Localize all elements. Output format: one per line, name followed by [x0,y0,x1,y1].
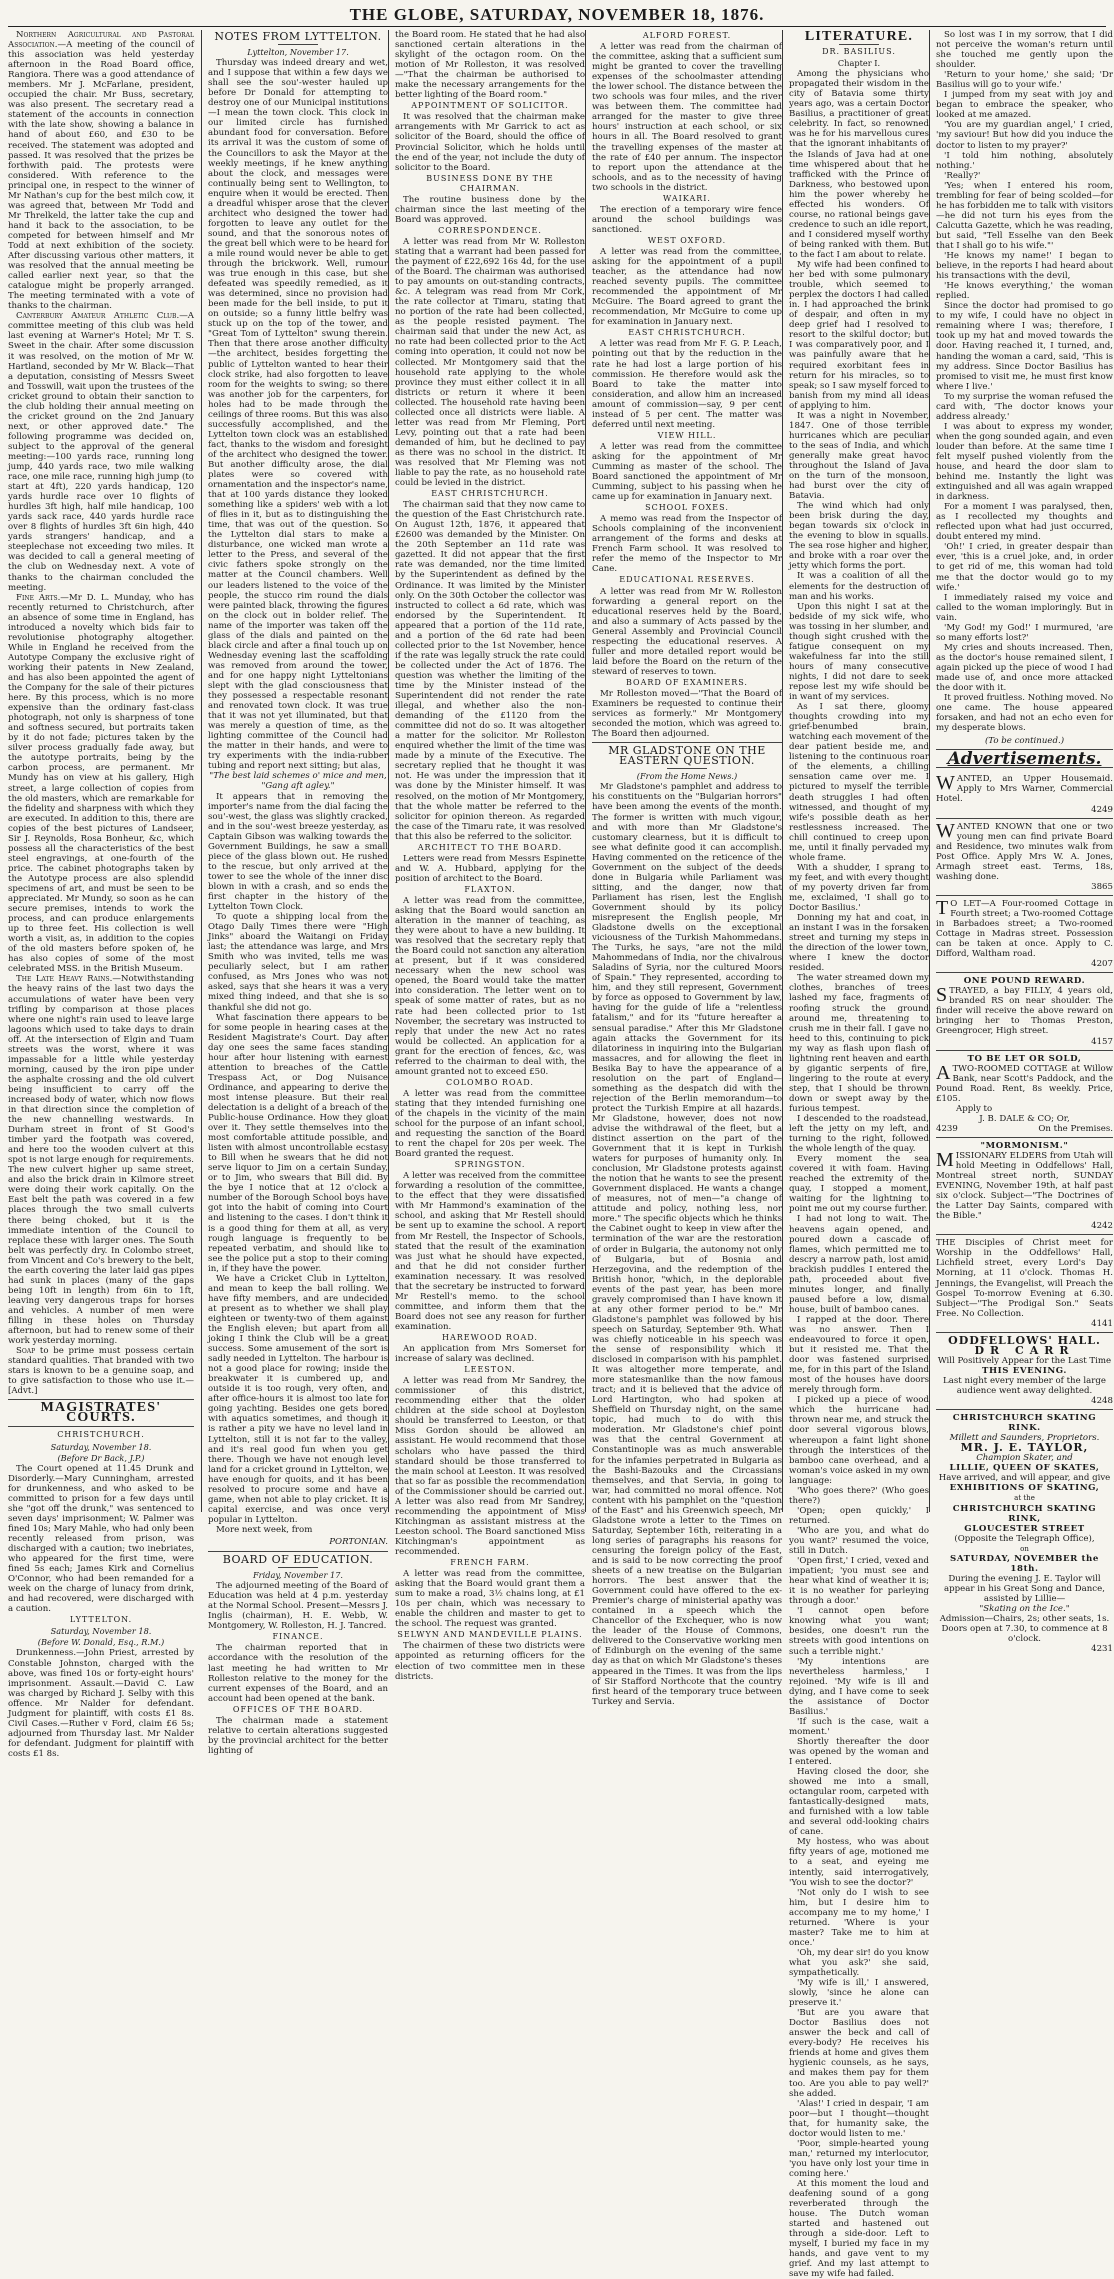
east-christchurch-body: The chairman said that they now came to the question of the East Christchurch rate. On August 12th, 1876, it appeared that £2600 was demanded by the Minister. On the 20th September an 11d rate was gazetted. It did not appear that the first rate was demanded, nor the time limited by the Superintendent as defined by the Ordinance. It was limited by the Minister only. On the 30th October the collector was instructed to collect a 6d rate, which was endorsed by the Superintendent. It appeared that a portion of the 11d rate, and a portion of the 6d rate had been collected prior to the 1st November, hence if the rate was legally struck the rate could be collected under the Act of 1876. The question was whether the limiting of the time by the Minister instead of the Superintendent did not render the rate illegal, and whether also the non-demanding of the £1120 from the committee did not do so. It was altogether a matter for the solicitor. Mr Rolleston enquired whether the limit of the time was made by a minute of the Executive. The secretary replied that he thought it was not. He was under the impression that it was done by the Minister himself. It was resolved, on the motion of Mr Montgomery, that the whole matter be referred to the solicitor for opinion thereon. As regarded the case of the Timaru rate, it was resolved that this also be referred to the solicitor. [395,500,585,842]
story-paragraph: I descended to the roadstead, left the jetty on my left, and turning to the right, followed the whole length of the quay. [789,1114,929,1155]
page-columns [8,29,1113,2279]
story-paragraph: 'My God! my God!' I murmured, 'are so many efforts lost?' [936,622,1113,643]
story-paragraph: 'If such is the case, wait a moment.' [789,1716,929,1737]
story-paragraph: The wind which had only been brisk during the day, began towards six o'clock in the evening to blow in squalls. The sea rose higher and higher, and broke with a roar over the jetty which forms the port. [789,501,929,572]
ad-reward [936,973,1113,1050]
ad-oddfellows-number: 4248 [1091,1396,1113,1407]
gladstone-source: (From the Home News.) [636,771,738,782]
story-paragraph: Having closed the door, she showed me into a small, octangular room, carpeted with fantastically-designed mats, and furnished with a low table and several odd-looking chairs of cane. [789,1767,929,1838]
west-oxford-body: A letter was read from the committee, asking for the appointment of a pupil teacher, as the attendance had now reached seventy pupils. The committee recommended the appointment of Mr McGuire. The Board agreed to grant the recommendation, Mr McGuire to come up for examination in January next. [592,246,782,328]
ad-skating-star: MR. J. E. TAYLOR, [960,1441,1089,1455]
column-5 [782,29,935,2279]
ad-skating-venue: CHRISTCHURCH SKATING RINK, [952,1503,1097,1524]
column-3 [388,30,591,1682]
story-paragraph: 'He knows everything,' the woman replied. [936,281,1113,302]
story-paragraph: Shortly thereafter the door was opened by the woman and I entered. [789,1736,929,1768]
solicitor-body: It was resolved that the chairman make arrangements with Mr Garrick to act as solicitor of the Board, should the office of Provincial Solicitor, which he holds until the end of the year, not include the duty of solicitor to the Board. [395,112,585,173]
ad-cottage-sale-text: TWO-ROOMED COTTAGE at Willow Bank, near Scott's Paddock, and the Pound Road. Rent, 8s weekly. Price, £105. [936,1063,1113,1104]
ad-skating-exhib: EXHIBITIONS OF SKATING, [949,1483,1100,1494]
french-farm-body: A letter was read from the committee, asking that the Board would grant them a sum to make a road, 3½ chains long, at £1 10s per chain, which was necessary to enable the children and master to get to the school. The request was granted. [395,1569,585,1630]
story-paragraph: So lost was I in my sorrow, that I did not perceive the woman's return until she touched me gently upon the shoulder. [936,30,1113,71]
east-christchurch-2-subheading: EAST CHRISTCHURCH. [628,328,746,338]
column-6 [929,30,1113,1655]
story-paragraph: Donning my hat and coat, in an instant I was in the forsaken street and turning my steps in the direction of the lower town, where I knew the doctor resided. [789,913,929,974]
flaxton-body: A letter was read from the committee, asking that the Board would sanction an alteration in the manner of teaching, as they were about to have a new building. It was resolved that the secretary reply that the Board could not sanction any alteration at present, but if it was considered necessary when the new school was opened, the Board would take the matter into consideration. The letter went on to speak of some matter of rates, but as no rate had been collected prior to 1st November, the secretary was instructed to reply that under the new Act no rates would be collected. An application for a grant for the erection of fences, &c, was referred to the chairman to deal with, the amount granted not to exceed £50. [395,895,585,1077]
ad-skating-opp: (Opposite the Telegraph Office), [954,1533,1095,1544]
leeston-body: A letter was read from Mr Sandrey, the commissioner of this district, recommending either that the older children at the side school at Doyleston should be transferred to Leeston, or that Miss Gordon should be allowed an assistant. He would recommend that those scholars who have passed the third standard should be those transferred to the main school at Leeston. It was resolved that so far as possible the recommendation of the Commissioner should be carried out. A letter was also read from Mr Sandrey, recommending the appointment of Miss Kitchingman as assistant mistress at the Leeston school. The Board sanctioned Miss Kitchingman's appointment as recommended. [395,1376,585,1557]
correspondence-subheading: CORRESPONDENCE. [438,225,542,235]
gladstone-body: Mr Gladstone's pamphlet and address to his constituents on the "Bulgarian horrors" have been among the events of the month. The former is written with much vigour, and with more than Mr Gladstone's customary clearness, but it is difficult to see what definite good it can accomplish. Having commented on the reticence of the Government on the subject of the deeds done in Bulgaria while Parliament was sitting, and the danger, now that Parliament has risen, lest the English Government should by its policy misrepresent the English people, Mr Gladstone dwells on the exceptional viciousness of the Turkish Mahommedans. The Turks, he says, "are not the mild Mahommedans of India, nor the chivalrous Saladins of Syria, nor the cultured Moors of Spain." They represented, according to him, and they still represent, Government by force as opposed to Government by law, having for the guide of life a "relentless fatalism," and for its "future hereafter a sensual paradise." After this Mr Gladstone again attacks the Government for its dilatoriness in inquiring into the Bulgarian massacres, and for allowing the fleet in Besika Bay to have the appearance of a resolution on the part of England—something as the despatch did with the rejection of the Berlin memorandum—to protect the Turkish Empire at all hazards. Mr Gladstone, however, does not now advise the withdrawal of the fleet, but a distinct assertion on the part of the Government that it is kept in Turkish waters for purposes of humanity only. In conclusion, Mr Gladstone protests against the notion that he wants to see the present Government displaced. He wants a change of measures, not of men—"a change of attitude and policy, nothing less, nor more." The specific objects which he thinks the Cabinet ought to keep in view after the termination of the war are the restoration of order in Bulgaria, the autonomy not only of Bulgaria, but of Bosnia and Herzegovina, and the redemption of the British honor, "which, in the deplorable events of the past year, has been more gravely compromised than I have known it at any other former period to be." Mr Gladstone's pamphlet was followed by his speech on Saturday, September 9th. What was chiefly noticeable in his speech was the sense of responsibility which it disclosed in comparison with his pamphlet. It was altogether more temperate, and more statesmanlike than the now famous tract; and it is believed that the advice of Lord Hartington, who had spoken at Sheffield on Thursday night, on the same topic, had much to do with this moderation. Mr Gladstone's chief point was that the central Government at Constantinople was as much answerable for the infamies perpetrated in Bulgaria as the Bashi-Bazouks and the Circassians themselves, and that Servia, in going to war, had committed no moral offence. Not content with his pamphlet on the "question of the East" and his Greenwich speech, Mr Gladstone wrote a letter to the Times on Saturday, September 16th, reiterating in a long series of paragraphs his reasons for censuring the foreign policy of the East, and is said to be now correcting the proof sheets of a new treatise on the Bulgarian horrors. The best answer that the Government could have offered to the ex-Premier's charge of ministerial apathy was contained in a speech which the Chancellor of the Exchequer, who is now the leader of the House of Commons, delivered to the Conservative working men of Edinburgh on the evening of the same day as that on which Mr Gladstone's theses appeared in the Times. It was from the lips of Sir Stafford Northcote that the country first heard of the temporary truce between Turkey and Servia. [592,782,782,1707]
masthead: THE GLOBE, SATURDAY, NOVEMBER 18, 1876. [8,4,1106,27]
ad-oddfellows [936,1333,1113,1410]
ad-disciples [936,1235,1113,1332]
ad-housemaid-number: 4249 [1091,804,1113,815]
story-paragraph: 'Open; open quickly,' I returned. [789,1505,929,1526]
story-paragraph: 'He knows my name!' I began to believe, in the reports I had heard about his transactions with the devil, [936,251,1113,282]
story-title: DR. BASILIUS. [822,47,896,57]
ad-board-residence-text: ANTED KNOWN that one or two young men can find private Board and Residence, two minutes walk from Post Office. Apply Mrs W. A. Jones, Armagh street east. Terms, 18s, washing done. [936,821,1113,882]
ad-skating-rink [936,1410,1113,1657]
story-paragraph: 'Poor, simple-hearted young man,' returned my interlocutor, 'you have only lost your time in coming here.' [789,2138,929,2179]
ad-oddfellows-text-2: Last night every member of the large audience went away delighted. [943,1375,1106,1396]
column-1 [8,30,200,1759]
story-paragraph: 'Who are you, and what do you want?' resumed the voice, still in Dutch. [789,1525,929,1557]
ad-cottage-sale-apply: Apply to [956,1103,993,1114]
ad-mormonism-title: "MORMONISM." [980,1140,1069,1151]
ad-skating-street: GLOUCESTER STREET [964,1523,1085,1534]
ad-skating-admission: Admission—Chairs, 2s; other seats, 1s. [939,1614,1110,1625]
story-paragraph: 'Not only do I wish to see him, but I desire him to accompany me to my home,' I returned. 'Where is your master? Take me to him at once.' [789,1887,929,1948]
story-paragraph: I was about to express my wonder, when the gong sounded again, and even louder than before. At the same time I felt myself pushed violently from the house, and heard the door slam to behind me. Instantly the light was extinguished and all was again wrapped in darkness. [936,421,1113,503]
east-christchurch-2-body: A letter was read from Mr F. G. P. Leach, pointing out that by the reduction in the rate he had lost a large portion of his commission. He therefore would ask the Board to take the matter into consideration, and allow him an increased amount of commission—say, 9 per cent instead of 5 per cent. The matter was deferred until next meeting. [592,339,782,430]
ad-oddfellows-evening: THIS EVENING. [981,1365,1068,1376]
story-paragraph: 'Open first,' I cried, vexed and impatient; 'you must see and hear what kind of weather it is; it is no weather for parleying through a door.' [789,1556,929,1607]
ad-housemaid-text: ANTED, an Upper Housemaid. Apply to Mrs Warner, Commercial Hotel. [936,774,1113,805]
ad-mormonism [936,1138,1113,1235]
story-paragraph: 'Yes; when I entered his room, trembling for fear of being scolded—for he has forbidden me to talk with visitors—he did not turn his eyes from the Calcutta Gazette, which he was reading, but said, "Tell Esselhe van den Beek that I shall go to his wife."' [936,180,1113,251]
ad-skating-star-desc: Champion Skater, and [976,1453,1073,1464]
ad-oddfellows-text: Will Positively Appear for the Last Time [937,1355,1112,1366]
ad-board-residence-number: 3865 [1091,881,1113,892]
ad-to-let [936,896,1113,973]
christchurch-court-date: Saturday, November 18. [50,1441,152,1452]
soap-paragraph: Soap to be prime must possess certain standard qualities. That branded with two stars is known to be a genuine soap, and to give satisfaction to those who use it.—[Advt.] [8,1346,195,1397]
board-room-body: the Board room. He stated that he had also sanctioned certain alterations in the skylight of the octagon room. On the motion of Mr Rolleston, it was resolved—"That the chairman be authorised to make the necessary arrangements for the better lighting of the Board room." [395,30,585,101]
ad-oddfellows-name: DR CARR [974,1343,1075,1357]
offices-subheading: OFFICES OF THE BOARD. [232,1704,364,1714]
alford-forest-body: A letter was read from the chairman of the committee, asking that a sufficient sum might be granted to cover the travelling expenses of the schoolmaster attending the lower school. The distance between the two schools was four miles, and the river was between them. The committee had arranged for the master to give three hours' instruction at each school, or six hours in all. The Board resolved to grant the travelling expenses of the master at the rate of £40 per annum. The inspector to report upon the attendance at the schools, and as to the necessity of having two schools in the district. [592,42,782,193]
story-paragraph: 'My wife is ill,' I answered, slowly, 'since he alone can preserve it.' [789,1978,929,2009]
lyttelton-notes-body-2: It appears that in removing the importer's name from the dial facing the sou'-west, the glass was slightly cracked, and in the sou'-west breeze yesterday, as Captain Gibson was walking towards the Government Buildings, he saw a small piece of the glass blown out. He rushed to the rescue, but only arrived at the tower to see the whole of the inner disc blown in with a crash, and so ends the first chapter in the history of the Lyttelton Town Clock. [208,791,388,913]
lyttelton-court-bench: (Before W. Donald, Esq., R.M.) [37,1637,165,1648]
ad-housemaid [936,771,1113,818]
story-paragraph: With a shudder, I sprang to my feet, and with every thought of my poverty driven far from me, exclaimed, 'I shall go to Doctor Basilius.' [789,862,929,914]
dropcap-s: S [936,984,948,1007]
story-paragraph: 'You are my guardian angel,' I cried, 'my saviour! But how did you induce the doctor to listen to my prayer?' [936,120,1113,151]
waikari-subheading: WAIKARI. [663,193,711,203]
story-paragraph: I picked up a piece of wood which the hurricane had thrown near me, and struck the door several vigorous blows, whereupon a faint light shone through the interstices of the bamboo cane overhead, and a woman's voice asked in my own language: [789,1395,929,1486]
ad-cottage-sale-where: On the Premises. [1038,1123,1113,1134]
ad-mormonism-number: 4242 [1091,1221,1113,1232]
heavy-rains-paragraph: The Late Heavy Rains.—Notwithstanding the heavy rains of the last two days the accumulations of water have been very trifling by comparison at those places where one night's rain used to leave large lagoons which used to take days to drain off. At the intersection of Elgin and Tuam streets was the worst, where it was impassable for a little while yesterday morning, caused by the iron pipe under the asphalte crossing and the old culvert being insufficient to carry off the increased body of water, which now flows in that direction since the completion of the new channelling westwards. In Durham street in front of St Good's timber yard the footpath was covered, and here too the wooden culvert at this spot is not large enough for requirements. The new culvert higher up same street, and also the brick drain in Kilmore street were doing their work capitally. On the East belt the path was covered in a few places through the two small culverts there being choked, but it is the immediate intention of the Council to replace these with larger ones. The South belt was perfectly dry. In Colombo street, from Vincent and Co's brewery to the belt, the earth covering the later laid gas pipes had sunk in places (many of the gaps being 10ft in length) from 6in to 1ft, leaving very dangerous traps for horses and vehicles. A number of men were filling in these holes on Thursday afternoon, but had to renew some of their work yesterday morning. [8,974,194,1347]
dropcap-a: A [936,1061,951,1084]
ad-skating-on: on [1020,1544,1029,1553]
ad-to-let-number: 4207 [1091,959,1113,970]
architect-body: Letters were read from Messrs Espinette and W. A. Hubbard, applying for the position of architect to the Board. [395,853,585,884]
fine-arts-paragraph: Fine Arts.—Mr D. L. Munday, who has recently returned to Christchurch, after an absence of some time in England, has introduced a novelty which bids fair to revolutionise photography altogether. While in England he received from the Autotype Company the exclusive right of working their patents in New Zealand, and has also been appointed the agent of the Company for the sale of their pictures here. By this process, which is no more expensive than the ordinary fast-class photograph, not only is sharpness of tone and softness secured, but portraits taken by it do not fade; pictures taken by the silver process gradually fade away, but the autotype portraits, being by the carbon process, are permanent. Mr Mundy has on view at his gallery, High street, a large collection of copies from the old masters, which are remarkable for the fidelity and sharpness with which they are executed. In addition to this, there are copies of the best pictures of Landseer, Sir J. Reynolds, Rosa Bonheur, &c, which possess all the characteristics of the best steel engravings, at one-fourth of the price. The cabinet photographs taken by the Autotype process are also splendid specimens of art, and must be seen to be appreciated. Mr Mundy, so soon as he can secure premises, intends to work the process, and can produce enlargements up to three feet. His collection is well worth a visit, as, in addition to the copies of the old masters before spoken of, he has also copies of some of the most celebrated MSS. in the British Museum. [8,592,194,975]
board-of-education-date: Friday, November 17. [252,1570,344,1581]
story-paragraph: For a moment I was paralysed, then, as I recollected my thoughts and reflected upon what had just occurred, doubt entered my mind. [936,502,1113,543]
ad-skating-text-2: During the evening J. E. Taylor will appear in his Great Song and Dance, assisted by Lillie— [944,1573,1105,1604]
harewood-subheading: HAREWOOD ROAD. [442,1333,538,1342]
ad-disciples-text: THE Disciples of Christ meet for Worship in the Oddfellows' Hall, Lichfield street, every Lord's Day Morning, at 11 o'clock. Thomas H. Jennings, the Evangelist, will Preach the Gospel To-morrow Evening at 6.30. Subject—"The Prodigal Son." Seats Free. No Collection. [936,1238,1113,1319]
leeston-subheading: LEESTON. [464,1365,516,1375]
story-chapter: Chapter I. [837,58,881,69]
waikari-body: The erection of a temporary wire fence around the school buildings was sanctioned. [592,204,782,235]
story-paragraph: As I sat there, gloomy thoughts crowding into my grief-benumbed brain, watching each movement of the dear patient beside me, and listening to the continuous roar of the elements, a chilling sensation came over me. I pictured to myself the terrible death struggles I had often witnessed, and thought of my wife's possible death as her restlessness increased. The chill continued to creep upon me, until it finally pervaded my whole frame. [789,702,929,863]
ad-skating-number: 4231 [1091,1644,1113,1655]
magistrates-courts-heading: MAGISTRATES' COURTS. [40,1400,162,1426]
view-hill-body: A letter was read from the committee asking for the appointment of Mr Cumming as master of the school. The Board sanctioned the appointment of Mr Cumming, subject to his passing when he came up for examination in January next. [592,441,782,503]
school-foxes-subheading: SCHOOL FOXES. [645,503,729,513]
finance-body: The chairman reported that in accordance with the resolution of the last meeting he had written to Mr Rolleston relative to the money for the current expenses of the Board, and an account had been opened at the bank. [208,1643,388,1704]
selwyn-body: The chairmen of these two districts were appointed as returning officers for the election of two committee men in these districts. [395,1641,585,1682]
story-paragraph: My wife had been confined to her bed with some pulmonary trouble, which seemed to perplex the doctors I had called in. I had approached the brink of despair, and often in my deep grief had I resolved to resort to the skilful doctor; but I was comparatively poor, and I was painfully aware that he required exorbitant fees in return for his miracles, so to speak; so I saw myself forced to banish from my mind all ideas of applying to him. [789,260,929,411]
story-paragraph: I rapped at the door. There was no answer. Then I endeavoured to force it open, but it resisted me. That the door was fastened surprised me, for in this part of the Island most of the houses have doors merely through form. [789,1314,929,1396]
story-paragraph: I had not long to wait. The heavens again opened, and poured down a cascade of flames, which permitted me to descry a narrow path, lost amid brackish puddles I entered the path, proceeded about five minutes longer, and finally paused before a low, dismal house, built of bamboo canes. [789,1214,929,1315]
selwyn-subheading: SELWYN AND MANDEVILLE PLAINS. [397,1630,583,1640]
board-of-education-body: The adjourned meeting of the Board of Education was held at 4 p.m. yesterday at the Normal School. Present—Messrs J. Inglis (chairman), H. E. Webb, W. Montgomery, W. Rolleston, H. J. Tancred. [208,1581,388,1632]
column-2 [201,30,394,1756]
story-paragraph: 'Who goes there?' (Who goes there?) [789,1485,929,1506]
colombo-road-subheading: COLOMBO ROAD. [446,1077,534,1087]
story-paragraph: Upon this night I sat at the bedside of my sick wife, who was tossing in her slumber, and though sight crushed with the fatigue consequent on my wakefulness far into the still hours of many consecutive nights, I did not dare to seek repose lest my wife should be in want of my services. [789,601,929,703]
finance-subheading: FINANCE. [272,1632,324,1642]
ad-skating-at: at the [1014,1494,1035,1503]
business-subheading: BUSINESS DONE BY THE CHAIRMAN. [426,173,554,193]
story-paragraph: It proved fruitless. Nothing moved. No one came. The house appeared forsaken, and had not an echo even for my desperate blows. [936,693,1113,734]
agri-association-paragraph: Northern Agricultural and Pastoral Association.—A meeting of the council of this association was held yesterday afternoon in the Road Board office, Rangiora. There was a good attendance of members. Mr J. McFarlane, president, occupied the chair. Mr Buss, secretary, was also present. The secretary read a statement of the accounts in connection with the late show, showing a balance in hand of about £60, and £30 to be received. The statement was adopted and passed. It was resolved that the prizes be forthwith paid. The protests were considered. With reference to the principal one, in respect to the winner of Mr Nathan's cup for the best milch cow, it was agreed that, between Mr Todd and Mr Threlkeld, the latter take the cup and hand it back to the association, to be competed for between himself and Mr Todd at next exhibition of the society. After discussing various other matters, it was resolved that the annual meeting be called earlier next year, so that the catalogue might be properly arranged. The meeting terminated with a vote of thanks to the chairman. [8,30,194,312]
lyttelton-notes-heading: NOTES FROM LYTTELTON. [214,30,382,43]
ad-mormonism-text: ISSIONARY ELDERS from Utah will hold Meeting in Oddfellows' Hall, Montreal street north, SUNDAY EVENING, November 19th, at half past six o'clock. Subject—"The Doctrines of the Latter Day Saints, compared with the Bible." [936,1150,1113,1222]
lyttelton-notes-body-5: We have a Cricket Club in Lyttelton, and mean to keep the ball rolling. We have fifty members, and are undecided at present as to whether we shall play eighteen or twenty-two of them against the English eleven; but apart from all joking I think the Club will be a great success. Some amusement of the sort is sadly needed in Lyttelton. The harbour is not a good place for rowing; inside the breakwater it is cumbered up, and outside it is too rough, very often, and after office-hours it is almost too late for going yachting. Besides one gets bored with aquatics sometimes, and though it is rather a pity we have no level land in Lyttelton, still it is not far to the valley, and it's real good fun when you get there. Though we have not enough level land for a cricket ground in Lyttelton, we have enough for quoits, and it has been resolved to procure some and have a game, when not able to play cricket. It is capital exercise, and was once very popular in Lyttelton. [208,1273,388,1525]
story-paragraph: 'Alas!' I cried in despair, 'I am poor—but I thought—thought that, for humanity sake, the doctor would listen to me.' [789,2098,929,2139]
story-paragraph: I immediately raised my voice and called to the woman imploringly. But in vain. [936,592,1113,623]
ad-to-let-text: O LET—A Four-roomed Cottage in Fourth street; a Two-roomed Cottage in Barbadoes street; a Two-roomed Cottage in Madras street. Possession can be taken at once. Apply to C. Difford, Waltham road. [936,898,1113,960]
ad-cottage-sale-title: TO BE LET OR SOLD, [967,1053,1082,1064]
story-paragraph: 'I told him nothing, absolutely nothing.' [936,150,1113,171]
lyttelton-notes-date: Lyttelton, November 17. [247,47,349,58]
colombo-road-body: A letter was read from the committee stating that they intended furnishing one of the chapels in the vicinity of the main school for the purpose of an infant school, and requesting the sanction of the Board to rent the chapel for 20s per week. The Board granted the request. [395,1088,585,1160]
lyttelton-court-heading: LYTTELTON. [69,1615,133,1625]
lyttelton-notes-body-6: More next week, from [216,1524,313,1535]
dropcap-w: W [936,819,955,842]
story-paragraph: 'Really?' [944,170,981,181]
french-farm-subheading: FRENCH FARM. [450,1558,530,1568]
lyttelton-notes-signature: PORTONIAN. [329,1536,388,1547]
story-paragraph: Every moment the sea covered it with foam. Having reached the extremity of the quay, I stopped a moment, waiting for the lightning to point me out my course further. [789,1154,929,1215]
alford-forest-subheading: ALFORD FOREST. [642,31,732,40]
column-4 [585,30,788,1707]
story-paragraph: 'Oh!' I cried, in greater despair than ever, 'this is a cruel joke, and, in order to get rid of me, this woman had told me that the doctor would go to my wife.' [936,542,1113,593]
story-paragraph: 'But are you aware that Doctor Basilius does not answer the beck and call of every-body? He receives his friends at home and gives them hygienic counsels, as he says, and makes them pay for them too. Are you able to pay well?' she added. [789,2008,929,2099]
lyttelton-court-date: Saturday, November 18. [50,1626,152,1637]
board-of-examiners-subheading: BOARD OF EXAMINERS. [626,677,748,687]
dropcap-m: M [936,1148,954,1171]
ad-skating-doors: Doors open at 7.30, to commence at 8 o'clock. [941,1624,1108,1645]
ad-cottage-sale-agent: J. B. DALE & CO; Or, [979,1113,1070,1124]
christchurch-court-body: The Court opened at 11.45 Drunk and Disorderly.—Mary Cunningham, arrested for drunkenness, and who asked to be committed to prison for a few days until she "got off the drunk," was sentenced to seven days' imprisonment; W. Palmer was fined 10s; Mary Mahle, who had only been recently released from prison, was discharged with a caution; two inebriates, who appeared for the first time, were fined 5s each; James Kirk and Cornelius O'Connor, who had been remanded for a week on the charge of lunacy from drink, and had recovered, were discharged with a caution. [8,1463,194,1615]
ad-oddfellows-title: ODDFELLOWS' HALL. [948,1333,1101,1347]
lyttelton-notes-body-4: What fascination there appears to be for some people in hearing cases at the Resident Magistrate's Court. Day after day one sees the same faces standing hour after hour listening with earnest attention to breaches of the Cattle Trespass Act, or Dog Nuisance Ordinance, and appearing to derive the most intense pleasure. But their real delectation is a delight of a breach of the Public-house Ordinance. How they gloat over it. They settle themselves into the most comfortable attitude possible, and listen with almost uncontrollable ecstasy to Bill when he swears that he did not serve liquor to Jim on a certain Sunday, or to Jim, who swears that Bill did. By the bye I notice that at 12 o'clock a number of the Borough School boys have got into the habit of coming into Court and listening to the cases. I don't think it is a good thing for them at all, as very rough language is frequently to be repeated verbatim, and should like to see the police put a stop to their coming in, if they have the power. [208,1012,388,1274]
lyttelton-court-body: Drunkenness.—John Priest, arrested by Constable Johnston, charged with the above, was fined 10s or forty-eight hours' imprisonment. Assault.—David C. Law was charged by Richard J. Selby with this offence. Mr Nalder for defendant. Judgment for plaintiff, with costs £1 8s. Civil Cases.—Ruther v Ford, claim £6 5s; adjourned from Thursday last. Mr Nalder for defendant. Judgment for plaintiff with costs £1 8s. [8,1648,194,1759]
story-paragraph: My cries and shouts increased. Then, as the doctor's house remained silent, I again picked up the piece of wood I had made use of, and once more attacked the door with it. [936,642,1113,694]
view-hill-subheading: VIEW HILL. [657,430,717,440]
literature-heading: LITERATURE. [804,29,914,44]
solicitor-subheading: APPOINTMENT OF SOLICITOR. [411,101,569,111]
ad-skating-star-2: LILLIE, QUEEN OF SKATES, [949,1463,1100,1474]
dropcap-w: W [936,772,955,795]
board-of-examiners-body: Mr Rolleston moved—"That the Board of Examiners be requested to continue their services as formerly." Mr Montgomery seconded the motion, which was agreed to. The Board then adjourned. [592,689,782,740]
school-foxes-body: A memo was read from the Inspector of Schools complaining of the inconvenient arrangement of the forms and desks at French Farm school. It was resolved to refer the memo of the Inspector to Mr Cane. [592,514,782,575]
ad-cottage-sale [936,1051,1113,1138]
architect-subheading: ARCHITECT TO THE BOARD. [417,842,563,852]
christchurch-court-bench: (Before Dr Back, J.P.) [57,1452,145,1463]
ad-reward-text: TRAYED, a bay FILLY, 4 years old, branded RS on near shoulder. The finder will receive the above reward on bringing her to Thomas Preston, Greengrocer, High street. [936,986,1113,1037]
ad-skating-props: Millett and Saunders, Proprietors. [949,1433,1100,1444]
story-paragraph: At this moment the loud and deafening sound of a gong reverberated through the house. The Dutch woman started and hastened out through a side-door. Left to myself, I buried my face in my hands, and gave vent to my grief. And my last attempt to save my wife had failed. [789,2178,929,2279]
verse-line-2: "Gang aft agley." [261,781,335,792]
ad-skating-text: Have arrived, and will appear, and give [938,1473,1111,1484]
educational-reserves-subheading: EDUCATIONAL RESERVES. [619,575,755,585]
story-paragraph: The water streamed down my clothes, branches of trees lashed my face, fragments of roofing struck the ground around me, threatening to crush me in their fall. I gave no heed to this, continuing to pick my way as flash upon flash of lightning rent heaven and earth by gigantic serpents of fire, lingering to the route at every step, that I should be thrown down or swept away by the furious tempest. [789,973,929,1114]
springston-body: A letter was received from the committee forwarding a resolution of the committee, to the effect that they were dissatisfied with Mr Hammond's examination of the school, and asking that Mr Restell should be sent up to examine the school. A report from Mr Restell, the Inspector of Schools, stated that the result of the examination was just what he should have expected, and that he did not consider further examination necessary. It was resolved that the secretary be instructed to forward Mr Restell's memo. to the school committee, and inform them that the Board does not see any reason for further examination. [395,1171,585,1332]
ad-disciples-number: 4141 [1091,1318,1113,1329]
story-paragraph: 'Return to your home,' she said; 'Dr Basilius will go to your wife.' [936,70,1113,91]
gladstone-heading: MR GLADSTONE ON THE EASTERN QUESTION. [608,744,766,768]
ad-cottage-sale-number: 4239 [936,1123,958,1134]
advertisements-heading: Advertisements. [947,749,1102,770]
harewood-body: An application from Mrs Somerset for increase of salary was declined. [395,1344,585,1365]
offices-body: The chairman made a statement relative to certain alterations suggested by the provincial architect for the better lighting of [208,1715,388,1756]
ad-skating-song: "Skating on the Ice." [979,1603,1070,1614]
dropcap-t: T [936,896,949,919]
flaxton-subheading: FLAXTON. [464,884,516,894]
business-body: The routine business done by the chairman since the last meeting of the Board was approved. [395,194,585,225]
lyttelton-notes-body-3: To quote a shipping local from the Otago Daily Times there were "High Jinks" aboard the Waitangi on Friday last; the attendance was large, and Mrs Smith who was invited, tells me was peculiarly select, but I am rather confused, as Mrs Jones who was not asked, says that she hears it was a very mixed thing indeed, and that she is so thankful she did not go. [208,912,388,1013]
east-christchurch-subheading: EAST CHRISTCHURCH. [431,489,549,499]
to-be-continued: (To be continued.) [984,736,1065,747]
ad-skating-date: SATURDAY, NOVEMBER the 18th. [950,1553,1099,1574]
educational-reserves-body: A letter was read from Mr W. Rolleston forwarding a general report on the educational reserves held by the Board, and also a summary of Acts passed by the General Assembly and Provincial Council respecting the educational reserves. A fuller and more detailed report would be laid before the Board on the return of the steward of reserves to town. [592,586,782,677]
christchurch-court-heading: CHRISTCHURCH. [57,1430,145,1440]
lyttelton-notes-body: Thursday was indeed dreary and wet, and I suppose that within a few days we shall see the sou'-wester hauled up before Dr Donald for attempting to destroy one of our Municipal institutions—I mean the town clock. This clock in our limited circle has furnished abundant food for conversation. Before its arrival it was the custom of some of the Councillors to ask the Mayor at the weekly meetings, if he knew anything about the clock, and messages were continually being sent to Wellington, to enquire when it would be erected. Then a dreadful whisper arose that the clever architect who designed the tower had forgotten to leave any outlet for the sound, and that the sonorous notes of the great bell which were to be heard for a mile round would never be able to get through the brickwork. Well, rumour was true enough in this case, but she defeated was speedily remedied, as it was determined, since no provision had been made for the bell inside, to put it on outside; so a funny little belfry was stuck up on the top of the tower, and "Great Tom of Lyttelton" swung therein. Then that there arose another difficulty—the architect, besides forgetting the public of Lyttelton wanted to hear their clock strike, had also forgotten to leave room for the weights to swing; so there was another job for the carpenters, for holes had to be made through the ceilings of three rooms. But this was also successfully accomplished, and the Lyttelton town clock was an established fact, thanks to the wisdom and foresight of the architect who designed the tower. But another difficulty arose, the dial plates were so covered with ornamentation and the inspector's name, that at 100 yards distance they looked something like a spiders' web with a lot of flies in it, but as to distinguishing the time, that was out of the question. So the Lyttelton dial stars to make a disturbance, one wicked man wrote a letter to the Press, and several of the civic fathers spoke strongly on the matter at the Council chambers. Well our leaders listened to the voice of the people, the stucco rim round the dials were painted black, throwing the figures on the clock out in bolder relief. The name of the importer was taken off the glass of the dials and painted on the black circle and after a final touch up on Wednesday evening last the scaffolding was removed from around the tower, and for one happy night Lytteltonians slept with the glad consciousness that they possessed a respectable resonant and renovated town clock. It was true that it was not yet illuminated, but that was merely a question of time, as the lighting committee of the Council had the matter in their hands, and were to try experiments with the india-rubber tubing and report next sitting; but alas, [208,58,388,772]
ad-skating-title: CHRISTCHURCH SKATING RINK. [952,1413,1097,1434]
story-paragraph: To my surprise the woman refused the card with, 'The doctor knows your address already.' [936,391,1113,422]
story-paragraph: 'My intentions are nevertheless harmless,' I rejoined. 'My wife is ill and dying, and I have come to seek the assistance of Doctor Basilius.' [789,1656,929,1717]
verse-line-1: "The best laid schemes o' mice and men, [209,771,387,782]
story-paragraph: 'I cannot open before knowing what you want; besides, one doesn't run the streets with good intentions on such a terrible night.' [789,1606,929,1657]
ad-cottage-sale-footer [936,1124,1113,1134]
story-paragraph: It was a night in November, 1847. One of those terrible hurricanes which are peculiar to the seas of India, and which generally make great havoc throughout the Island of Java on the turn of the monsoon, had burst over the city of Batavia. [789,410,929,502]
story-paragraph: I jumped from my seat with joy and began to embrace the speaker, who looked at me amazed. [936,90,1113,121]
athletic-club-paragraph: Canterbury Amateur Athletic Club.—A committee meeting of this club was held last evening at Warner's Hotel; Mr T. S. Sweet in the chair. After some discussion it was resolved, on the motion of Mr W. Hartland, seconded by Mr W. Black—That a deputation, consisting of Messrs Sweet and Tosswill, wait upon the trustees of the cricket ground to obtain their sanction to the club holding their annual meeting on the cricket ground on the 2nd January next, or other approved date." The following programme was decided on, subject to the approval of the general meeting:—100 yards race, running long jump, 440 yards race, two mile walking race, one mile race, running high jump (to start at 4ft), 220 yards handicap, 120 yards hurdle race over 10 flights of hurdles 3ft high, half mile handicap, 100 yards sack race, 440 yards hurdle race over 8 flights of hurdles 3ft 6in high, 440 yards strangers' handicap, and a steeplechase not exceeding two miles. It was decided to call a general meeting of the club on Wednesday next. A vote of thanks to the chairman concluded the meeting. [8,311,194,593]
ad-board-residence [936,819,1113,896]
correspondence-body: A letter was read from Mr W. Rolleston stating that a warrant had been passed for the payment of £22,692 16s 4d, for the use of the Board. The chairman was authorised to pay amounts on out-standing contracts, &c. A telegram was read from Mr Cork, the rate collector at Timaru, stating that no portion of the rate had been collected, as the people resisted payment. The chairman said that under the new Act, as no rate had been collected prior to the Act coming into operation, it could not now be collected. Mr Montgomery said that the household rate applying to the whole province they must either collect it in all districts or return it where it been collected. The household rate having been collected once all districts were liable. A letter was read from Mr Fleming, Port Levy, pointing out that a rate had been demanded of him, but he declined to pay as there was no school in the district. It was resolved that Mr Fleming was not liable to pay the rate, as no household rate could be levied in the district. [395,236,585,489]
board-of-education-heading: BOARD OF EDUCATION. [222,1553,374,1567]
west-oxford-subheading: WEST OXFORD. [647,235,727,245]
story-paragraph: My hostess, who was about fifty years of age, motioned me to a seat, and eyeing me intently, said interrogatively, 'You wish to see the doctor?' [789,1837,929,1888]
story-paragraph: 'Oh, my dear sir! do you know what you ask?' she said, sympathetically. [789,1947,929,1978]
story-paragraph: Among the physicians who propagated their wisdom in the city of Batavia some thirty years ago, was a certain Doctor Basilius, a practitioner of great celebrity. In fact, so renowned was he for his marvellous cures that the ignorant inhabitants of the Islands of Java had at one time whispered about that he trafficked with the Prince of Darkness, who bestowed upon him the power whereby he effected his wonders. Of course, no rational beings gave credence to such an idle report, and I considered myself worthy of being ranked with them. But to the fact I am about to relate. [789,69,929,260]
ad-reward-title: ONE POUND REWARD. [963,976,1086,987]
ad-reward-number: 4157 [1091,1036,1113,1047]
story-paragraph: It was a coalition of all the elements for the destruction of man and his works. [789,571,929,602]
springston-subheading: SPRINGSTON. [454,1160,526,1170]
story-paragraph: Since the doctor had promised to go to my wife, I could have no object in remaining where I was; therefore, I took up my hat and moved towards the door. Having reached it, I turned, and, handing the woman a card, said, 'This is my address. Since Doctor Basilius has promised to visit me, he must first know where I live.' [936,301,1113,392]
